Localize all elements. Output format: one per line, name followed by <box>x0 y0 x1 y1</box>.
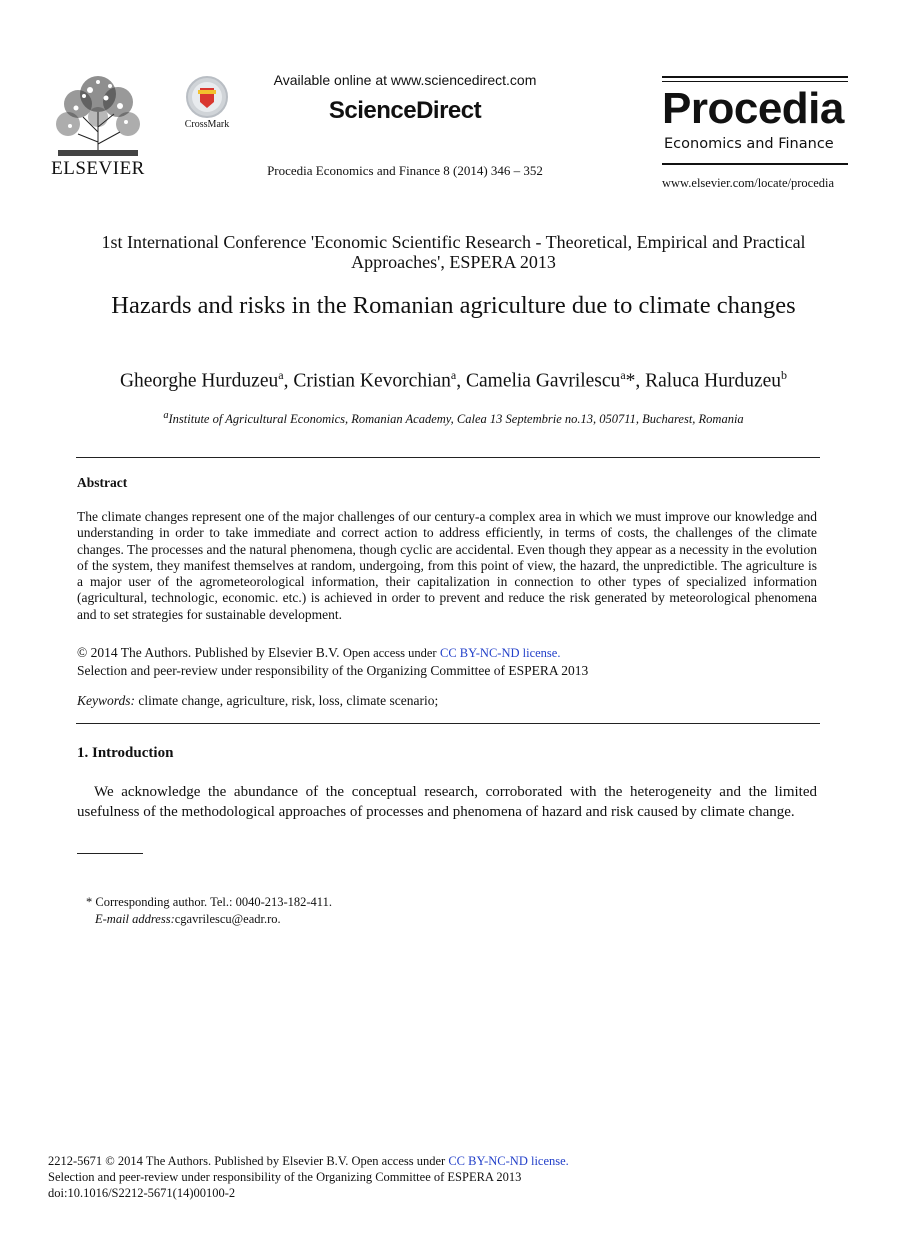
footnote-text: Corresponding author. Tel.: 0040-213-182-411. <box>95 895 332 909</box>
affiliation-mark: a <box>163 410 169 421</box>
conference-name: 1st International Conference 'Economic Scientific Research - Theoretical, Empirical and Practical Approaches', ESPERA 2013 <box>101 232 806 272</box>
paper-title: Hazards and risks in the Romanian agriculture due to climate changes <box>111 292 796 319</box>
procedia-url[interactable]: www.elsevier.com/locate/procedia <box>662 176 835 190</box>
footnote-email <box>95 912 281 927</box>
license-link[interactable]: CC BY-NC-ND license. <box>439 646 561 660</box>
elsevier-logo <box>48 72 148 182</box>
author-name: Gheorghe Hurduzeu <box>119 370 279 392</box>
section-heading: 1. Introduction <box>77 745 174 761</box>
copyright-text: © 2014 The Authors. Published by Elsevier B.V. <box>77 645 340 660</box>
peer-review-text: Selection and peer-review under responsibility of the Organizing Committee of ESPERA 2013 <box>77 663 589 678</box>
email-address[interactable]: cgavrilescu@eadr.ro. <box>174 912 281 926</box>
footnote-mark: * <box>86 895 93 909</box>
affiliation-text: Institute of Agricultural Economics, Romanian Academy, Calea 13 Septembrie no.13, 050711, Bucharest, Romania <box>168 412 744 427</box>
sciencedirect-logo[interactable]: ScienceDirect <box>328 97 482 124</box>
author-name: Camelia Gavrilescu <box>465 370 621 392</box>
procedia-title: Procedia <box>662 84 844 133</box>
crossmark-icon <box>176 76 238 120</box>
author-affiliation-mark: b <box>781 368 788 382</box>
email-label: E-mail address: <box>95 912 175 926</box>
procedia-rule-top <box>662 76 848 78</box>
journal-reference: Procedia Economics and Finance 8 (2014) 346 – 352 <box>267 163 543 178</box>
author-name: Cristian Kevorchian <box>293 370 451 392</box>
crossmark-badge[interactable] <box>176 76 238 136</box>
procedia-subtitle: Economics and Finance <box>664 136 834 152</box>
author-separator: , <box>456 370 466 392</box>
author-name: Raluca Hurduzeu <box>645 370 782 392</box>
publisher-name: ELSEVIER <box>51 158 145 179</box>
author-affiliation-mark: a <box>450 368 457 382</box>
available-online: Available online at www.sciencedirect.com <box>273 72 537 88</box>
footer-peer-review: Selection and peer-review under responsibility of the Organizing Committee of ESPERA 2013 <box>48 1170 522 1184</box>
footer-issn: 2212-5671 © 2014 The Authors. Published by Elsevier B.V. <box>48 1154 349 1168</box>
abstract-bottom-rule <box>76 723 820 724</box>
abstract-top-rule <box>76 457 820 458</box>
author-affiliation-mark: a <box>278 368 284 382</box>
keywords-list: climate change, agriculture, risk, loss, climate scenario; <box>138 693 439 708</box>
author-separator: , <box>283 370 294 392</box>
author-list <box>40 368 867 393</box>
footnote-rule <box>77 853 143 854</box>
copyright-block <box>77 644 817 679</box>
crossmark-label: CrossMark <box>184 119 230 130</box>
footer-open-access: Open access under <box>351 1154 446 1168</box>
affiliation <box>40 410 867 427</box>
keywords <box>77 693 817 709</box>
open-access-text: Open access under <box>342 646 437 660</box>
footer-issn-line <box>48 1154 569 1169</box>
author-affiliation-mark: a <box>620 368 626 382</box>
procedia-rule-bottom <box>662 163 848 165</box>
footnote-corresponding <box>86 895 332 910</box>
intro-text: We acknowledge the abundance of the conceptual research, corroborated with the heterogeneity and the limited usefulness of the methodological approaches of processes and phenomena of hazard and risk caused by climate change. <box>77 784 817 820</box>
elsevier-tree-icon <box>48 72 148 158</box>
keywords-label: Keywords: <box>77 693 135 708</box>
intro-paragraph <box>77 783 817 822</box>
abstract-text: The climate changes represent one of the major challenges of our century-a complex area in which we must improve our knowledge and understanding in order to take immediate and correct action to address efficiently, in terms of costs, the challenges of the climate changes. The processes and the natural phenomena, though cyclic are accidental. Even though they appear as a necessity in the evolution of the system, they manifest themselves at random, undergoing, from this point of view, the hazard, the unpredictible. The agriculture is a major user of the agrometeorological information, their capitalization in connection to other types of specialized information (agricultural, technologic, economic. etc.) is achieved in order to prevent and reduce the risk generated by meteorological phenomena and to set strategies for sustainable development. <box>77 509 817 622</box>
footer-license-link[interactable]: CC BY-NC-ND license. <box>448 1154 569 1168</box>
abstract-heading: Abstract <box>77 475 128 490</box>
author-separator: , <box>635 370 646 392</box>
footer-doi[interactable]: doi:10.1016/S2212-5671(14)00100-2 <box>48 1186 236 1200</box>
procedia-rule-top-thin <box>662 81 848 82</box>
corresponding-mark: * <box>625 370 636 392</box>
